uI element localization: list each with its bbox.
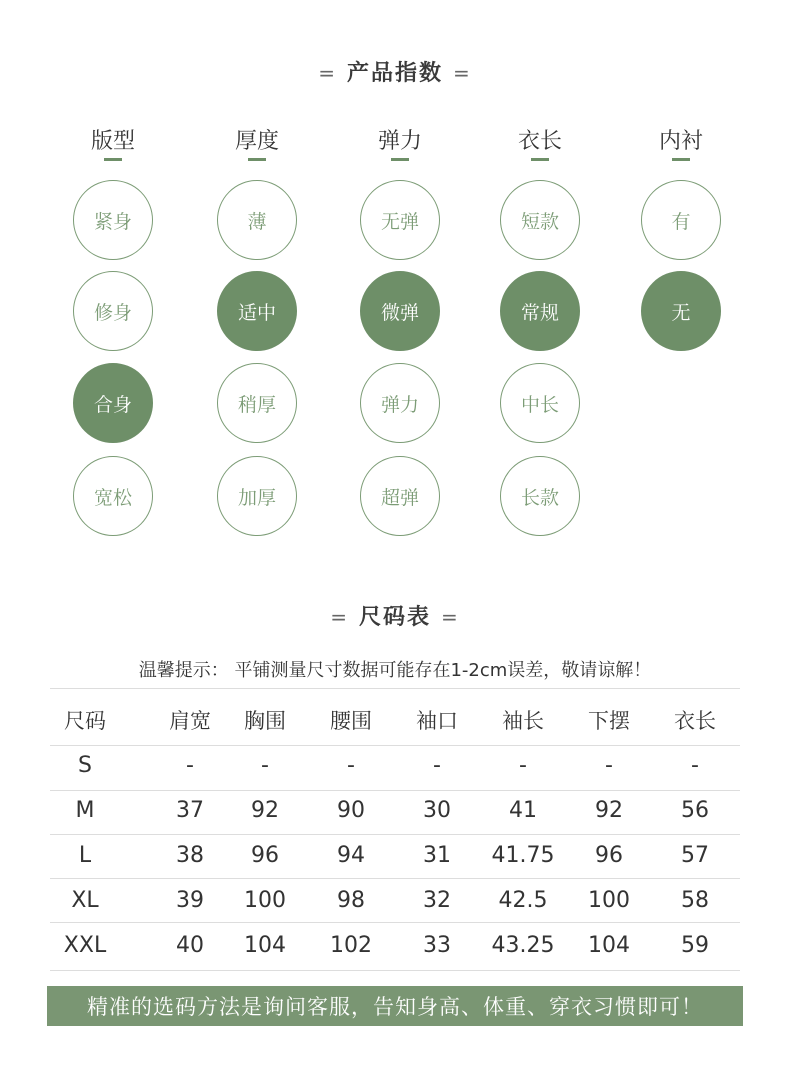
footer-banner: 精准的选码方法是询问客服，告知身高、体重、穿衣习惯即可！ bbox=[47, 986, 743, 1026]
index-column-header: 弹力 bbox=[377, 129, 422, 154]
table-header-cell: 袖口 bbox=[416, 709, 458, 733]
index-option: 加厚 bbox=[217, 456, 297, 536]
size-chart-title bbox=[0, 600, 790, 631]
index-option-selected: 微弹 bbox=[360, 271, 440, 351]
table-cell: - bbox=[519, 753, 527, 778]
table-header-cell: 衣长 bbox=[674, 709, 716, 733]
table-cell: M bbox=[75, 798, 95, 823]
table-cell: 56 bbox=[681, 798, 709, 823]
table-cell: 100 bbox=[588, 888, 630, 913]
table-cell: - bbox=[433, 753, 441, 778]
table-divider bbox=[50, 688, 740, 689]
table-divider bbox=[50, 970, 740, 971]
index-option: 无弹 bbox=[360, 180, 440, 260]
table-cell: 33 bbox=[423, 933, 451, 958]
measurement-tip: 温馨提示： 平铺测量尺寸数据可能存在1-2cm误差，敬请谅解！ bbox=[138, 660, 652, 681]
index-option: 有 bbox=[641, 180, 721, 260]
index-option: 弹力 bbox=[360, 363, 440, 443]
table-cell: 41.75 bbox=[491, 843, 555, 868]
index-option: 长款 bbox=[500, 456, 580, 536]
index-option-selected: 适中 bbox=[217, 271, 297, 351]
table-cell: XL bbox=[71, 888, 99, 913]
table-cell: 96 bbox=[595, 843, 623, 868]
table-divider bbox=[50, 834, 740, 835]
table-cell: 92 bbox=[595, 798, 623, 823]
table-cell: 90 bbox=[337, 798, 365, 823]
table-cell: 37 bbox=[176, 798, 204, 823]
table-header-cell: 下摆 bbox=[588, 709, 630, 733]
index-column-header: 版型 bbox=[90, 129, 135, 154]
table-cell: 98 bbox=[337, 888, 365, 913]
table-cell: 102 bbox=[330, 933, 372, 958]
table-cell: 94 bbox=[337, 843, 365, 868]
table-cell: - bbox=[605, 753, 613, 778]
table-cell: 104 bbox=[244, 933, 286, 958]
table-divider bbox=[50, 878, 740, 879]
table-cell: 41 bbox=[509, 798, 537, 823]
product-index-title-text: 产品指数 bbox=[346, 61, 443, 86]
index-column-underline bbox=[672, 158, 690, 161]
index-column-underline bbox=[391, 158, 409, 161]
table-divider bbox=[50, 790, 740, 791]
table-cell: 96 bbox=[251, 843, 279, 868]
title-decor-right: = bbox=[453, 61, 472, 85]
table-cell: L bbox=[78, 843, 92, 868]
index-option: 稍厚 bbox=[217, 363, 297, 443]
table-divider bbox=[50, 745, 740, 746]
table-cell: 104 bbox=[588, 933, 630, 958]
table-cell: 92 bbox=[251, 798, 279, 823]
table-cell: - bbox=[691, 753, 699, 778]
index-option-selected: 无 bbox=[641, 271, 721, 351]
index-option: 中长 bbox=[500, 363, 580, 443]
table-cell: 40 bbox=[176, 933, 204, 958]
product-index-title bbox=[0, 56, 790, 87]
table-cell: 42.5 bbox=[498, 888, 548, 913]
index-option: 短款 bbox=[500, 180, 580, 260]
table-cell: 30 bbox=[423, 798, 451, 823]
index-option: 薄 bbox=[217, 180, 297, 260]
table-header-cell: 肩宽 bbox=[169, 709, 211, 733]
index-column-underline bbox=[104, 158, 122, 161]
table-cell: - bbox=[347, 753, 355, 778]
table-cell: 59 bbox=[681, 933, 709, 958]
table-header-cell: 胸围 bbox=[244, 709, 286, 733]
table-cell: 58 bbox=[681, 888, 709, 913]
index-option: 修身 bbox=[73, 271, 153, 351]
index-option-selected: 合身 bbox=[73, 363, 153, 443]
table-cell: S bbox=[78, 753, 92, 778]
table-cell: 100 bbox=[244, 888, 286, 913]
index-option: 紧身 bbox=[73, 180, 153, 260]
title-decor-left: = bbox=[330, 605, 349, 629]
index-column-header: 衣长 bbox=[517, 129, 562, 154]
table-divider bbox=[50, 922, 740, 923]
table-header-cell: 腰围 bbox=[330, 709, 372, 733]
size-chart-title-text: 尺码表 bbox=[358, 605, 431, 630]
table-cell: - bbox=[261, 753, 269, 778]
index-column-header: 内衬 bbox=[658, 129, 703, 154]
table-cell: 57 bbox=[681, 843, 709, 868]
table-cell: 38 bbox=[176, 843, 204, 868]
table-cell: 43.25 bbox=[491, 933, 555, 958]
table-header-cell: 尺码 bbox=[64, 709, 106, 733]
index-option: 超弹 bbox=[360, 456, 440, 536]
title-decor-right: = bbox=[441, 605, 460, 629]
table-cell: 39 bbox=[176, 888, 204, 913]
index-option-selected: 常规 bbox=[500, 271, 580, 351]
index-column-underline bbox=[531, 158, 549, 161]
index-option: 宽松 bbox=[73, 456, 153, 536]
index-column-underline bbox=[248, 158, 266, 161]
table-cell: 32 bbox=[423, 888, 451, 913]
table-cell: XXL bbox=[63, 933, 107, 958]
table-cell: 31 bbox=[423, 843, 451, 868]
table-cell: - bbox=[186, 753, 194, 778]
title-decor-left: = bbox=[318, 61, 337, 85]
table-header-cell: 袖长 bbox=[502, 709, 544, 733]
index-column-header: 厚度 bbox=[234, 129, 279, 154]
